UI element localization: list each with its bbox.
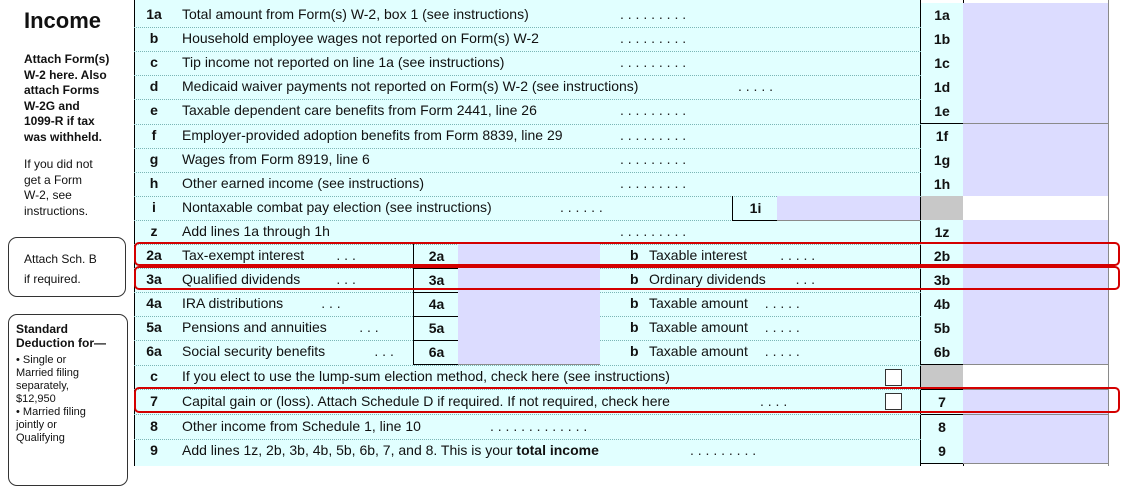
leader-dots: . . . . . . . . . — [620, 174, 687, 191]
row-rule — [134, 439, 921, 440]
leader-dots: . . . . . — [780, 247, 816, 263]
attach-w2-line: Attach Form(s) — [24, 52, 110, 66]
line-number: h — [149, 174, 159, 191]
line-3a-box: 3a — [413, 268, 459, 293]
line-box-label: 1h — [921, 172, 963, 197]
line-1i-blank — [963, 196, 1108, 221]
line-box-label: 4b — [921, 292, 963, 317]
row-rule — [134, 172, 921, 173]
leader-dots: . . . — [336, 271, 356, 288]
line-number: d — [149, 78, 159, 95]
lump-sum-checkbox[interactable] — [885, 369, 902, 386]
attach-sch-b-note — [24, 249, 97, 289]
line-description: Employer-provided adoption benefits from Form 8839, line 29 — [182, 126, 563, 143]
amount-field-9[interactable] — [963, 439, 1108, 464]
line-description: Qualified dividends — [182, 271, 301, 288]
line-box-label: 6b — [921, 340, 963, 365]
std-deduction-item: $12,950 — [16, 393, 56, 405]
leader-dots: . . . . — [760, 392, 788, 409]
leader-dots: . . . . . — [738, 78, 774, 95]
amount-field-1c[interactable] — [963, 51, 1108, 76]
row-rule — [134, 51, 921, 52]
leader-dots: . . . . . . . . . — [620, 222, 687, 239]
line-1i-amount[interactable] — [777, 196, 920, 221]
line-description: Other earned income (see instructions) — [182, 174, 424, 191]
line-number: 2a — [146, 247, 162, 263]
line-5a-box: 5a — [413, 316, 459, 341]
line-number: f — [151, 126, 157, 143]
line-description: Wages from Form 8919, line 6 — [182, 150, 370, 167]
line-box-label: 5b — [921, 316, 963, 341]
leader-dots: . . . . . — [764, 319, 800, 336]
leader-dots: . . . . . . . . . — [620, 102, 687, 119]
line-number: b — [149, 30, 159, 47]
line-description: Add lines 1a through 1h — [182, 222, 330, 239]
leader-dots: . . . — [321, 295, 341, 312]
leader-dots: . . . . . . . . . — [620, 6, 687, 22]
line-box-label: 1f — [921, 124, 963, 149]
no-w2-line: get a Form — [24, 172, 83, 187]
leader-dots: . . . — [374, 343, 394, 360]
line-box-label: 1g — [921, 148, 963, 173]
line-box-label: 3b — [921, 268, 963, 293]
attach-w2-line: attach Forms — [24, 83, 100, 97]
std-deduction-item: Qualifying — [16, 432, 65, 444]
highlight-line-7 — [134, 387, 1120, 413]
line-b-label: b — [630, 319, 639, 336]
line-6c-shaded — [921, 365, 963, 390]
row-rule — [134, 75, 921, 76]
amount-field-1f[interactable] — [963, 124, 1108, 149]
std-deduction-title — [16, 322, 106, 350]
line-box-label: 2b — [921, 244, 963, 269]
std-deduction-item: Married filing — [16, 367, 79, 379]
line-description: Capital gain or (loss). Attach Schedule D if required. If not required, check here — [182, 392, 670, 409]
line-number: 3a — [146, 271, 162, 288]
line-number: z — [150, 222, 158, 239]
line-description: Household employee wages not reported on Form(s) W-2 — [182, 30, 539, 47]
std-deduction-item: • Single or — [16, 354, 67, 366]
line-description: IRA distributions — [182, 295, 284, 312]
no-w2-line: instructions. — [24, 203, 89, 218]
amount-field-5a[interactable] — [458, 316, 600, 341]
std-deduction-title-line: Standard — [16, 322, 69, 336]
row-rule — [134, 414, 921, 415]
line-box-label: 7 — [921, 390, 963, 415]
leader-dots: . . . — [795, 271, 816, 288]
std-deduction-item: separately, — [16, 380, 69, 392]
line-description: Tip income not reported on line 1a (see instructions) — [182, 54, 505, 71]
leader-dots: . . . . . — [764, 295, 800, 312]
amount-field-4b[interactable] — [963, 292, 1108, 317]
leader-dots: . . . . . . . . . . . . . — [490, 417, 588, 434]
line-9-bold: total income — [516, 441, 599, 458]
std-deduction-items — [16, 354, 86, 445]
attach-sch-b-line: if required. — [24, 272, 81, 286]
line-number: 8 — [150, 417, 158, 434]
row-rule — [134, 124, 921, 125]
row-rule — [134, 27, 921, 28]
line-number: 7 — [150, 392, 158, 409]
row-rule — [134, 99, 921, 100]
amount-field-1a[interactable] — [963, 3, 1108, 28]
line-b-description: Taxable amount — [649, 343, 748, 360]
leader-dots: . . . . . . . . . — [620, 30, 687, 47]
leader-dots: . . . . . . — [560, 198, 603, 215]
line-b-label: b — [630, 295, 639, 312]
line-b-description: Taxable amount — [649, 295, 748, 312]
leader-dots: . . . . . . . . . — [690, 441, 757, 458]
line-box-label: 1z — [921, 220, 963, 245]
section-title: Income — [24, 8, 102, 33]
amount-field-6b[interactable] — [963, 340, 1108, 365]
attach-w2-line: W-2 here. Also — [24, 67, 107, 82]
attach-w2-line: was withheld. — [24, 129, 103, 144]
line-box-label: 1d — [921, 75, 963, 100]
line-b-label: b — [630, 247, 639, 263]
line-number: i — [152, 198, 156, 215]
amount-field-5b[interactable] — [963, 316, 1108, 341]
line-description: If you elect to use the lump-sum election method, check here (see instructions) — [182, 367, 670, 384]
line-description: Nontaxable combat pay election (see instructions) — [182, 198, 492, 215]
line-b-description: Taxable interest — [649, 247, 748, 263]
line-description: Pensions and annuities — [182, 319, 327, 336]
leader-dots: . . . — [336, 247, 356, 263]
line-b-label: b — [630, 343, 639, 360]
line-number: e — [150, 102, 158, 119]
line-box-label: 8 — [921, 415, 963, 440]
line-description: Tax-exempt interest — [182, 247, 305, 263]
line-box-label: 1b — [921, 27, 963, 52]
std-deduction-title-line: Deduction for— — [16, 336, 106, 350]
std-deduction-item: • Married filing — [16, 406, 86, 418]
attach-w2-line: W-2G and — [24, 98, 80, 113]
line-number: g — [149, 150, 159, 167]
leader-dots: . . . — [359, 319, 379, 336]
line-number: 5a — [146, 319, 162, 336]
highlight-line-2 — [134, 242, 1120, 266]
amount-field-1e[interactable] — [963, 99, 1108, 124]
amount-field-1h[interactable] — [963, 172, 1108, 197]
line-2a-box: 2a — [413, 244, 459, 269]
leader-dots: . . . . . . . . . — [620, 126, 687, 143]
std-deduction-item: jointly or — [16, 419, 57, 431]
line-box-label: 1a — [921, 3, 963, 28]
attach-w2-line: 1099-R if tax — [24, 114, 95, 128]
line-b-label: b — [630, 271, 639, 288]
line-6a-box: 6a — [413, 340, 459, 365]
attach-sch-b-line: Attach Sch. B — [24, 252, 97, 266]
amount-field-4a[interactable] — [458, 292, 600, 317]
line-box-label: 1e — [921, 99, 963, 124]
amount-field-1d[interactable] — [963, 75, 1108, 100]
line-1i-shaded — [921, 196, 963, 221]
line-6c-blank — [963, 365, 1108, 390]
line-description: Total amount from Form(s) W-2, box 1 (see instructions) — [182, 6, 529, 22]
no-w2-note — [24, 157, 93, 219]
row-rule — [134, 148, 921, 149]
line-number: 9 — [150, 441, 158, 458]
leader-dots: . . . . . . . . . — [620, 150, 687, 167]
line-b-description: Ordinary dividends — [649, 271, 766, 288]
no-w2-line: W-2, see — [24, 188, 72, 202]
attach-w2-note — [24, 52, 109, 145]
line-b-description: Taxable amount — [649, 319, 748, 336]
highlight-line-3 — [134, 266, 1120, 290]
line-number: 4a — [146, 295, 162, 312]
amount-field-1b[interactable] — [963, 27, 1108, 52]
line-4a-box: 4a — [413, 292, 459, 317]
line-box-label: 9 — [921, 439, 963, 464]
line-description: Other income from Schedule 1, line 10 — [182, 417, 421, 434]
line-number: c — [150, 367, 158, 384]
line-number: 1a — [146, 6, 162, 22]
amount-field-1g[interactable] — [963, 148, 1108, 173]
amount-field-6a[interactable] — [458, 340, 600, 365]
leader-dots: . . . . . — [764, 343, 800, 360]
line-description: Taxable dependent care benefits from Form 2441, line 26 — [182, 102, 537, 119]
line-description: Social security benefits — [182, 343, 326, 360]
line-number: c — [150, 54, 158, 71]
line-9-text: Add lines 1z, 2b, 3b, 4b, 5b, 6b, 7, and 8. This is your — [182, 441, 517, 458]
leader-dots: . . . . . . . . . — [620, 54, 687, 71]
no-w2-line: If you did not — [24, 157, 93, 171]
amount-field-8[interactable] — [963, 415, 1108, 440]
line-number: 6a — [146, 343, 162, 360]
line-1i-box: 1i — [732, 196, 778, 221]
line-description — [182, 442, 599, 458]
line-box-label: 1c — [921, 51, 963, 76]
line-description: Medicaid waiver payments not reported on Form(s) W-2 (see instructions) — [182, 78, 639, 95]
